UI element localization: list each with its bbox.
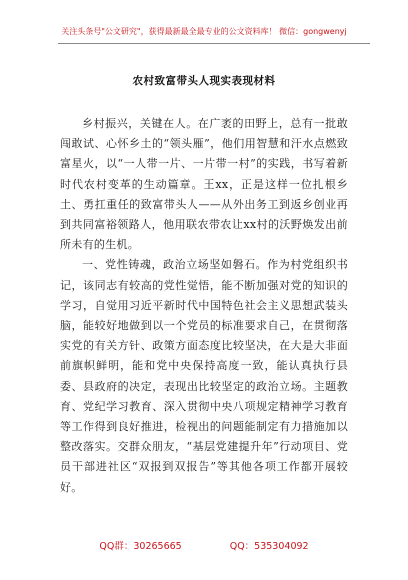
paragraph-intro: 乡村振兴，关键在人。在广袤的田野上，总有一批敢闯敢试、心怀乡土的“领头雁”，他们用智慧和汗水点燃致富星火，以“一人带一片、一片带一村”的实践，书写着新时代农村变革的生动篇章。王xx，正是这样一位扎根乡土、勇扛重任的致富带头人——从外出务工到返乡创业再到共同富裕领路人，他用联农带农让xx村的沃野焕发出前所未有的生机。 [60,117,348,252]
footer-contact [0,538,408,552]
header-divider [58,43,370,44]
footer-qq-group: QQ群：30265665 [99,541,182,552]
document-title: 农村致富带头人现实表现材料 [132,75,276,87]
document-body [60,114,348,498]
footer-qq-number: QQ：535304092 [229,541,309,552]
paragraph-section-1: 一、党性铸魂，政治立场坚如磐石。作为村党组织书记，该同志有较高的党性觉悟，能不断加强对党的知识的学习，自觉用习近平新时代中国特色社会主义思想武装头脑，能较好地做到以一个党员的标准要求自己，在贯彻落实党的有关方针、政策方面态度比较坚决，在大是大非面前旗帜鲜明，能和党中央保持高度一致，能认真执行县委、县政府的决定，表现出比较坚定的政治立场。主题教育、党纪学习教育、深入贯彻中央八项规定精神学习教育等工作得到良好推进，检视出的问题能制定有力措施加以整改落实。交群众朋友，“基层党建提升年”行动项目、党员干部进社区“双报到双报告”等其他各项工作都开展较好。 [60,258,348,494]
header-banner: 关注头条号"公文研究"，获得最新最全最专业的公文资料库！ 微信：gongwenyj [61,27,347,36]
